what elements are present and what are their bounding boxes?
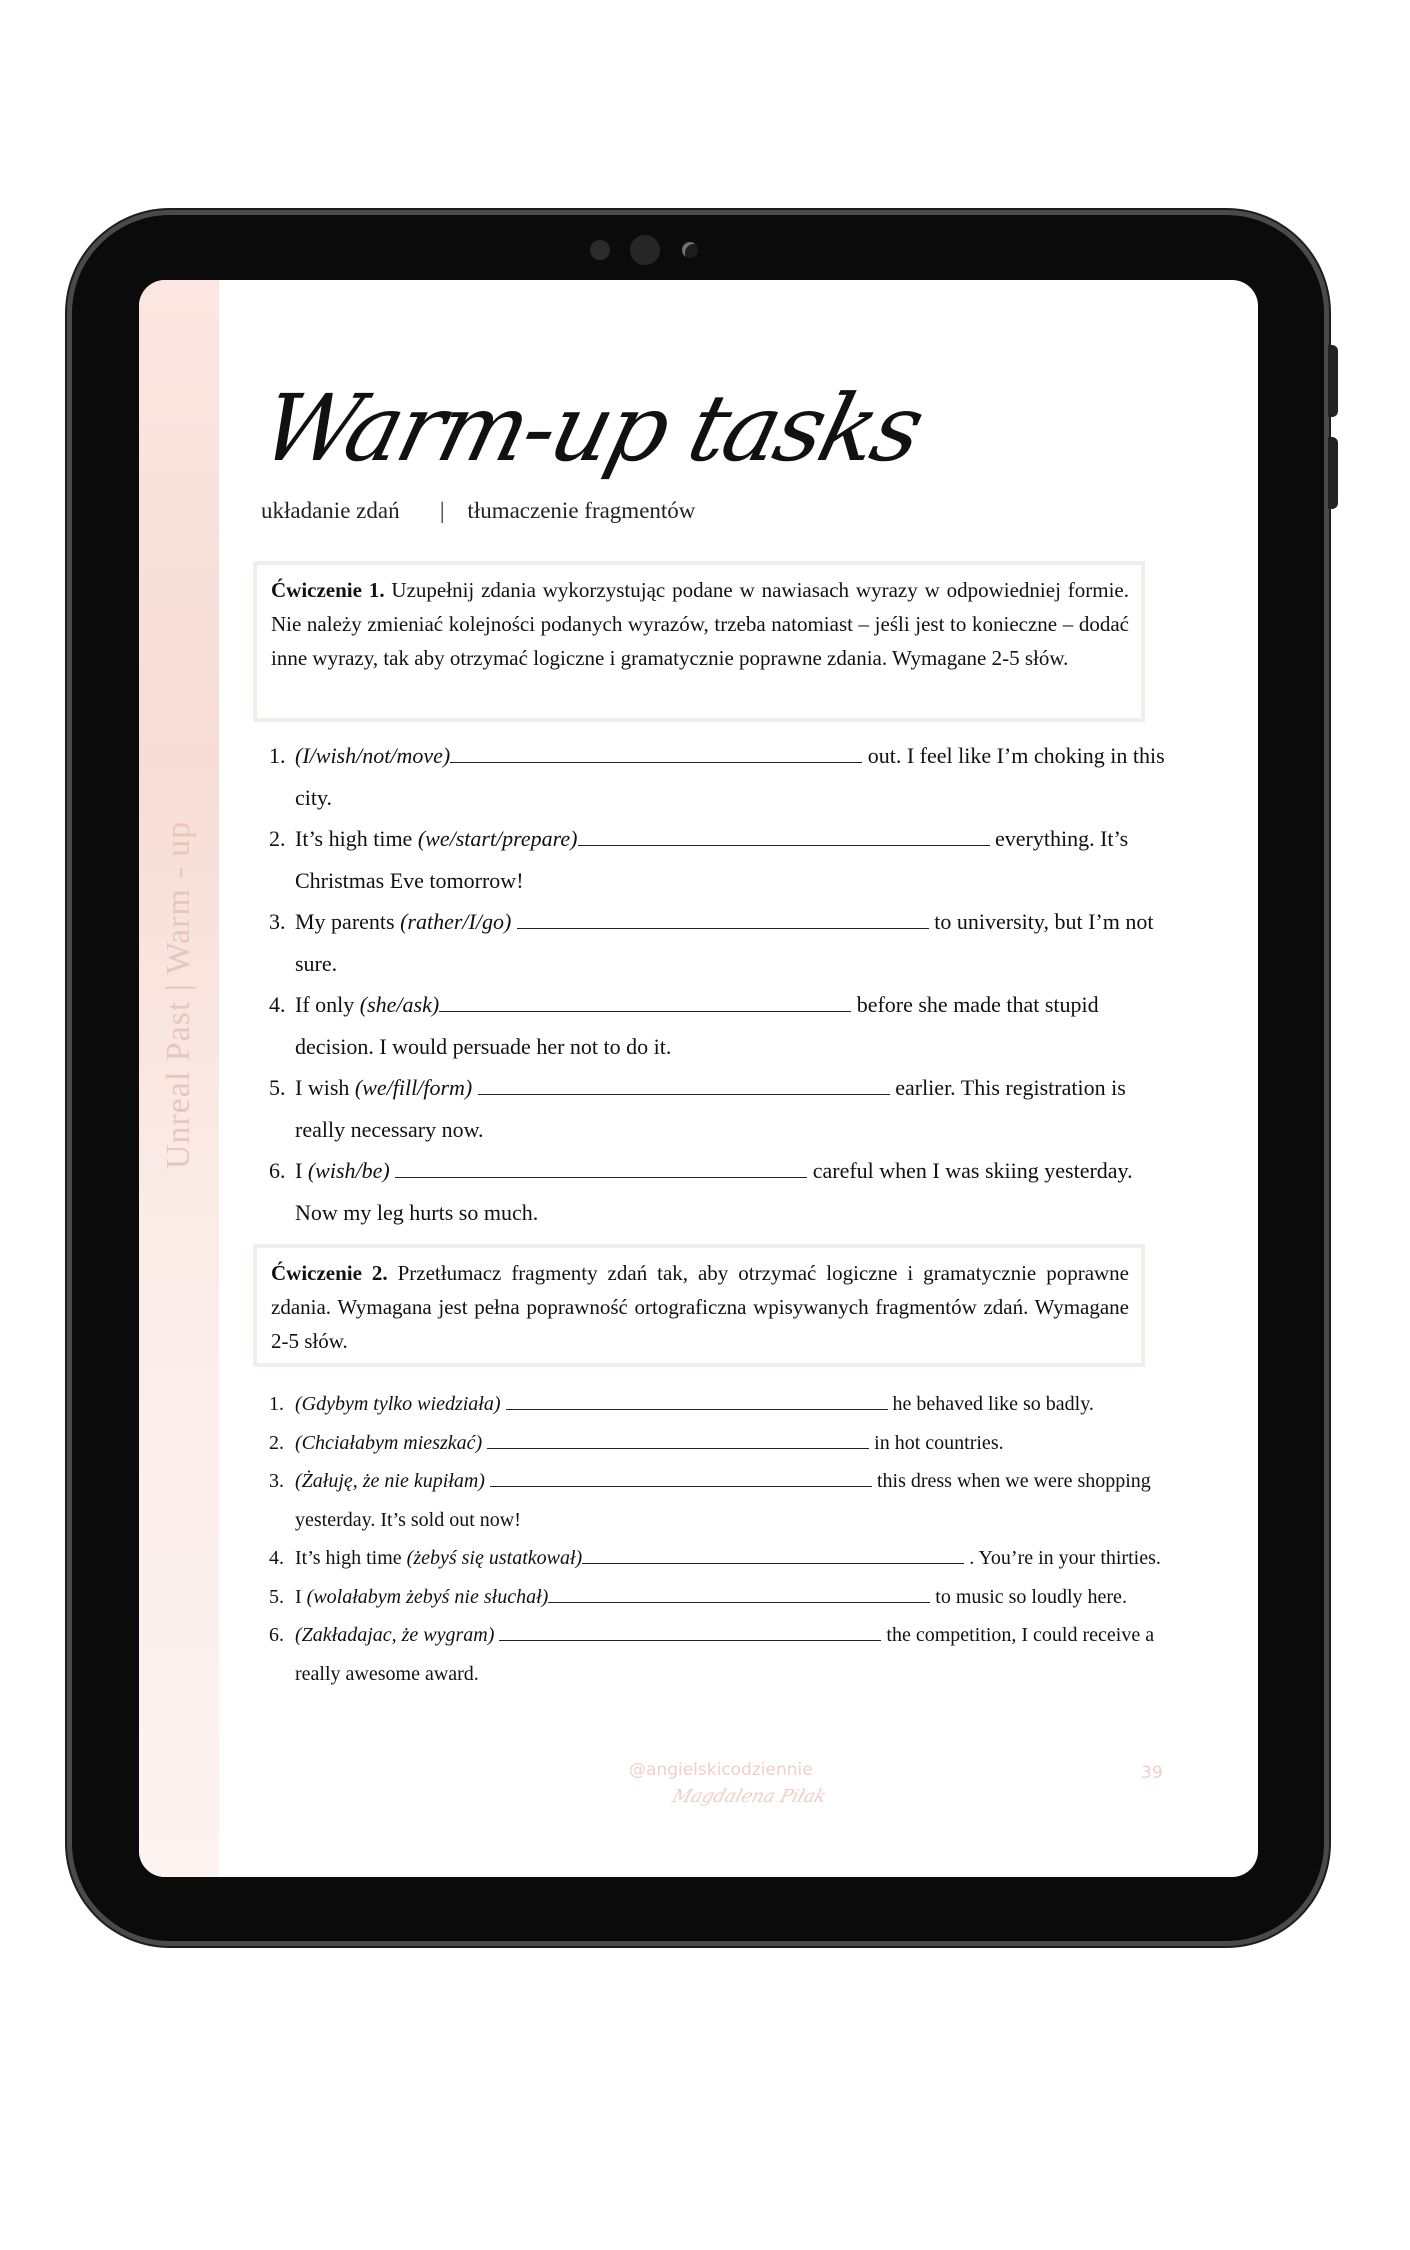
list-item: 4. It’s high time (żebyś się ustatkował) . You’re in your thirties. [269, 1547, 1161, 1569]
volume-button [1328, 345, 1338, 417]
footer-signature: Magdalena Piłak [669, 1786, 829, 1807]
exercise1-instruction: Uzupełnij zdania wykorzystując podane w nawiasach wyrazy w odpowiedniej formie. Nie należy zmieniać kolejności podanych wyrazów, trzeba natomiast – jeśli jest to konieczne – dodać inne wyrazy, tak aby otrzymać logiczne i gramatycznie poprawne zdania. Wymagane 2-5 słów. [271, 578, 1129, 670]
answer-blank[interactable] [517, 910, 929, 929]
page-subtitle: układanie zdań | tłumaczenie fragmentów [261, 498, 696, 523]
list-item: 6. I (wish/be) careful when I was skiing yesterday. Now my leg hurts so much. [269, 1158, 1133, 1225]
list-item: 1. (Gdybym tylko wiedziała) he behaved like so badly. [269, 1393, 1094, 1415]
answer-blank[interactable] [499, 1622, 881, 1641]
answer-blank[interactable] [506, 1391, 888, 1410]
answer-blank[interactable] [478, 1076, 890, 1095]
answer-blank[interactable] [450, 744, 862, 763]
answer-blank[interactable] [582, 1545, 964, 1564]
exercise2-list [269, 1385, 1169, 1693]
list-item: 3. (Żałuję, że nie kupiłam) this dress when we were shopping yesterday. It’s sold out now! [269, 1470, 1151, 1531]
list-item: 2. It’s high time (we/start/prepare) everything. It’s Christmas Eve tomorrow! [269, 826, 1129, 893]
sensor-dot [590, 240, 610, 260]
list-item: 5. I (wolałabym żebyś nie słuchał) to music so loudly here. [269, 1585, 1127, 1608]
answer-blank[interactable] [578, 827, 990, 846]
answer-blank[interactable] [487, 1430, 869, 1449]
list-item: 5. I wish (we/fill/form) earlier. This registration is really necessary now. [269, 1075, 1126, 1142]
list-item: 1. (I/wish/not/move) out. I feel like I’m choking in this city. [269, 743, 1165, 810]
answer-blank[interactable] [439, 993, 851, 1012]
exercise2-instruction-box [253, 1244, 1145, 1367]
answer-blank[interactable] [395, 1159, 807, 1178]
camera-lens [630, 235, 660, 265]
exercise1-label: Ćwiczenie 1. [271, 578, 385, 602]
side-band [139, 280, 219, 1877]
volume-button [1328, 437, 1338, 509]
exercise1-instruction-box [253, 561, 1145, 722]
page-title: Warm-up tasks [251, 375, 932, 482]
answer-blank[interactable] [548, 1584, 930, 1603]
answer-blank[interactable] [490, 1468, 872, 1487]
page-number: 39 [1141, 1763, 1163, 1783]
exercise1-list [269, 735, 1169, 1233]
flash-dot [682, 242, 698, 258]
footer-handle: @angielskicodziennie [629, 1760, 813, 1780]
side-label: Unreal Past | Warm - up [160, 820, 197, 1170]
screen [139, 280, 1258, 1877]
exercise2-label: Ćwiczenie 2. [271, 1261, 388, 1285]
exercise2-instruction: Przetłumacz fragmenty zdań tak, aby otrzymać logiczne i gramatycznie poprawne zdania. Wymagana jest pełna poprawność ortograficzna wpisywanych fragmentów zdań. Wymagane 2-5 słów. [271, 1261, 1129, 1353]
list-item: 6. (Zakładajac, że wygram) the competition, I could receive a really awesome award. [269, 1624, 1155, 1685]
list-item: 4. If only (she/ask) before she made that stupid decision. I would persuade her not to do it. [269, 992, 1099, 1059]
list-item: 2. (Chciałabym mieszkać) in hot countries. [269, 1431, 1004, 1454]
list-item: 3. My parents (rather/I/go) to university, but I’m not sure. [269, 909, 1154, 976]
tablet-frame [72, 215, 1324, 1941]
